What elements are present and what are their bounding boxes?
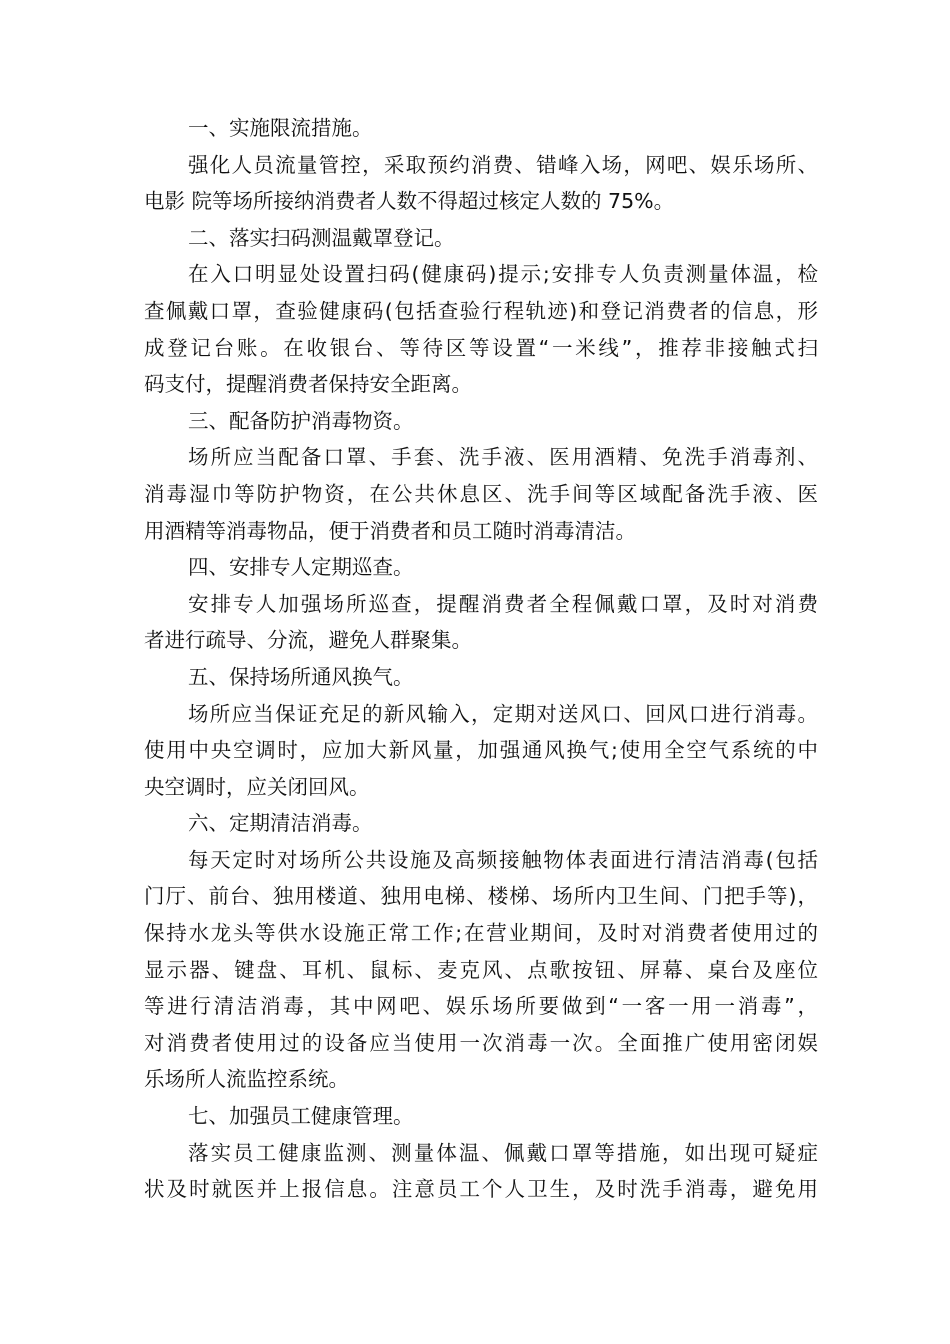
- paragraph-line: 成登记台账。在收银台、等待区等设置“一米线”，推荐非接触式扫: [144, 335, 818, 360]
- paragraph-line: 者进行疏导、分流，避免人群聚集。: [144, 628, 472, 653]
- paragraph-line: 央空调时，应关闭回风。: [144, 774, 370, 799]
- paragraph-line: 消毒湿巾等防护物资，在公共休息区、洗手间等区域配备洗手液、医: [144, 481, 818, 506]
- paragraph-line: 在入口明显处设置扫码(健康码)提示;安排专人负责测量体温，检: [188, 262, 818, 287]
- paragraph-line: 对消费者使用过的设备应当使用一次消毒一次。全面推广使用密闭娱: [144, 1030, 818, 1055]
- paragraph-line: 状及时就医并上报信息。注意员工个人卫生，及时洗手消毒，避免用: [144, 1177, 818, 1202]
- paragraph-line: 查佩戴口罩，查验健康码(包括查验行程轨迹)和登记消费者的信息，形: [144, 298, 818, 323]
- paragraph-line: 保持水龙头等供水设施正常工作;在营业期间，及时对消费者使用过的: [144, 921, 818, 946]
- paragraph-line: 安排专人加强场所巡查，提醒消费者全程佩戴口罩，及时对消费: [188, 591, 818, 616]
- paragraph-line: 每天定时对场所公共设施及高频接触物体表面进行清洁消毒(包括: [188, 847, 818, 872]
- paragraph-line: 乐场所人流监控系统。: [144, 1067, 349, 1092]
- section-heading: 七、加强员工健康管理。: [188, 1104, 414, 1129]
- document-page: [144, 110, 818, 1208]
- section-heading: 五、保持场所通风换气。: [188, 664, 414, 689]
- paragraph-line: 码支付，提醒消费者保持安全距离。: [144, 372, 472, 397]
- paragraph-line: 场所应当配备口罩、手套、洗手液、医用酒精、免洗手消毒剂、: [188, 445, 818, 470]
- section-heading: 三、配备防护消毒物资。: [188, 408, 414, 433]
- paragraph-line: 使用中央空调时，应加大新风量，加强通风换气;使用全空气系统的中: [144, 738, 818, 763]
- section-heading: 一、实施限流措施。: [188, 116, 373, 140]
- paragraph-line: 等进行清洁消毒，其中网吧、娱乐场所要做到“一客一用一消毒”，: [144, 994, 818, 1019]
- section-heading: 六、定期清洁消毒。: [188, 811, 373, 836]
- paragraph-line: 电影 院等场所接纳消费者人数不得超过核定人数的 75%。: [144, 189, 675, 214]
- paragraph-line: 门厅、前台、独用楼道、独用电梯、楼梯、场所内卫生间、门把手等)，: [144, 884, 818, 909]
- section-heading: 二、落实扫码测温戴罩登记。: [188, 225, 455, 250]
- paragraph-line: 强化人员流量管控，采取预约消费、错峰入场，网吧、娱乐场所、: [188, 152, 818, 177]
- paragraph-line: 场所应当保证充足的新风输入，定期对送风口、回风口进行消毒。: [188, 701, 818, 726]
- section-heading: 四、安排专人定期巡查。: [188, 555, 414, 580]
- paragraph-line: 用酒精等消毒物品，便于消费者和员工随时消毒清洁。: [144, 518, 636, 543]
- paragraph-line: 显示器、键盘、耳机、鼠标、麦克风、点歌按钮、屏幕、桌台及座位: [144, 957, 818, 982]
- paragraph-line: 落实员工健康监测、测量体温、佩戴口罩等措施，如出现可疑症: [188, 1140, 818, 1165]
